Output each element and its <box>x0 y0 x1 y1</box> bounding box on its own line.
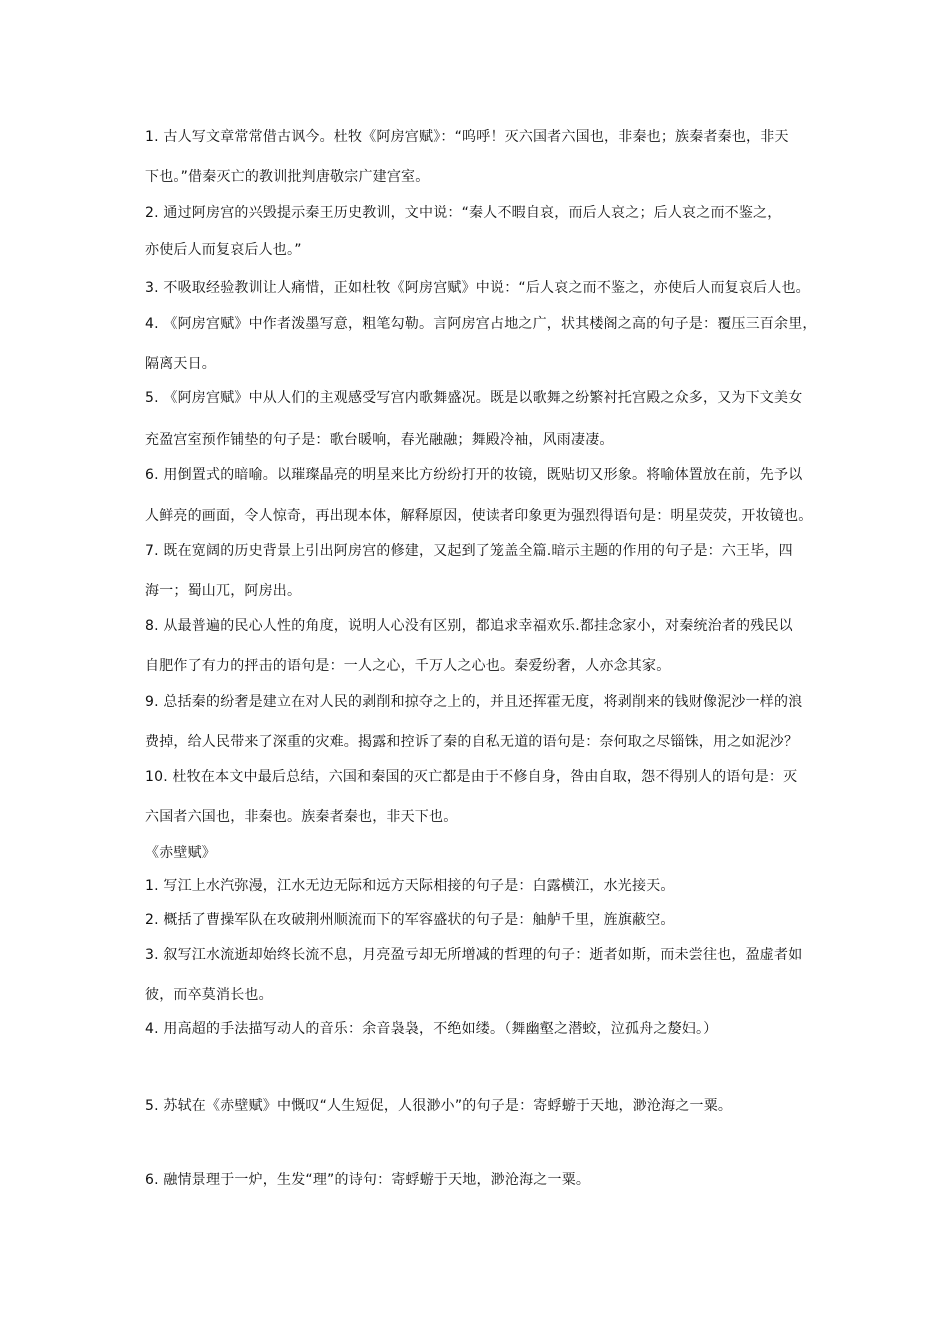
text-line: 9. 总括秦的纷奢是建立在对人民的剥削和掠夺之上的，并且还挥霍无度，将剥削来的钱财像泥沙一样的浪 <box>145 694 803 710</box>
text-line: 亦使后人而复哀后人也。” <box>145 242 302 258</box>
text-line: 充盈宫室预作铺垫的句子是：歌台暖响，春光融融；舞殿冷袖，风雨凄凄。 <box>145 432 614 448</box>
text-line: 7. 既在宽阔的历史背景上引出阿房宫的修建，又起到了笼盖全篇.暗示主题的作用的句子是：六王毕，四 <box>145 543 793 559</box>
text-line: 下也。”借秦灭亡的教训批判唐敬宗广建宫室。 <box>145 169 430 185</box>
text-line: 1. 写江上水汽弥漫，江水无边无际和远方天际相接的句子是：白露横江，水光接天。 <box>145 878 675 894</box>
section-heading: 《赤壁赋》 <box>145 845 216 861</box>
text-line: 10. 杜牧在本文中最后总结，六国和秦国的灭亡都是由于不修自身，咎由自取，怨不得别人的语句是：灭 <box>145 769 798 785</box>
text-line: 彼，而卒莫消长也。 <box>145 987 273 1003</box>
text-line: 隔离天日。 <box>145 356 216 372</box>
text-line: 2. 概括了曹操军队在攻破荆州顺流而下的军容盛状的句子是：舳舻千里，旌旗蔽空。 <box>145 912 675 928</box>
text-line: 4. 《阿房宫赋》中作者泼墨写意，粗笔勾勒。言阿房宫占地之广，状其楼阁之高的句子是：覆压三百余里， <box>145 316 817 332</box>
text-line: 费掉，给人民带来了深重的灾难。揭露和控诉了秦的自私无道的语句是：奈何取之尽锱铢，用之如泥沙？ <box>145 734 799 750</box>
text-line: 5. 苏轼在《赤壁赋》中慨叹“人生短促，人很渺小”的句子是：寄蜉蝣于天地，渺沧海之一粟。 <box>145 1098 733 1114</box>
text-line: 3. 不吸取经验教训让人痛惜，正如杜牧《阿房宫赋》中说：“后人哀之而不鉴之，亦使后人而复哀后人也。 <box>145 280 810 296</box>
text-line: 6. 用倒置式的暗喻。以璀璨晶亮的明星来比方纷纷打开的妆镜，既贴切又形象。将喻体置放在前，先予以 <box>145 467 803 483</box>
text-line: 6. 融情景理于一炉，生发“理”的诗句：寄蜉蝣于天地，渺沧海之一粟。 <box>145 1172 591 1188</box>
text-line: 海一；蜀山兀，阿房出。 <box>145 583 302 599</box>
text-line: 人鲜亮的画面，令人惊奇，再出现本体，解释原因，使读者印象更为强烈得语句是：明星荧荧，开妆镜也。 <box>145 508 813 524</box>
text-line: 六国者六国也，非秦也。族秦者秦也，非天下也。 <box>145 809 458 825</box>
text-line: 5. 《阿房宫赋》中从人们的主观感受写宫内歌舞盛况。既是以歌舞之纷繁衬托宫殿之众多，又为下文美女 <box>145 390 803 406</box>
text-line: 4. 用高超的手法描写动人的音乐：余音袅袅，不绝如缕。（舞幽壑之潜蛟，泣孤舟之嫠妇。） <box>145 1021 718 1037</box>
text-line: 自肥作了有力的抨击的语句是：一人之心，千万人之心也。秦爱纷奢，人亦念其家。 <box>145 658 671 674</box>
text-line: 3. 叙写江水流逝却始终长流不息，月亮盈亏却无所增减的哲理的句子：逝者如斯，而未尝往也，盈虚者如 <box>145 947 803 963</box>
text-line: 8. 从最普遍的民心人性的角度，说明人心没有区别，都追求幸福欢乐.都挂念家小，对秦统治者的残民以 <box>145 618 793 634</box>
text-line: 2. 通过阿房宫的兴毁提示秦王历史教训，文中说：“秦人不暇自哀，而后人哀之；后人哀之而不鉴之， <box>145 205 782 221</box>
text-line: 1. 古人写文章常常借古讽今。杜牧《阿房宫赋》：“呜呼！灭六国者六国也，非秦也；族秦者秦也，非天 <box>145 129 789 145</box>
